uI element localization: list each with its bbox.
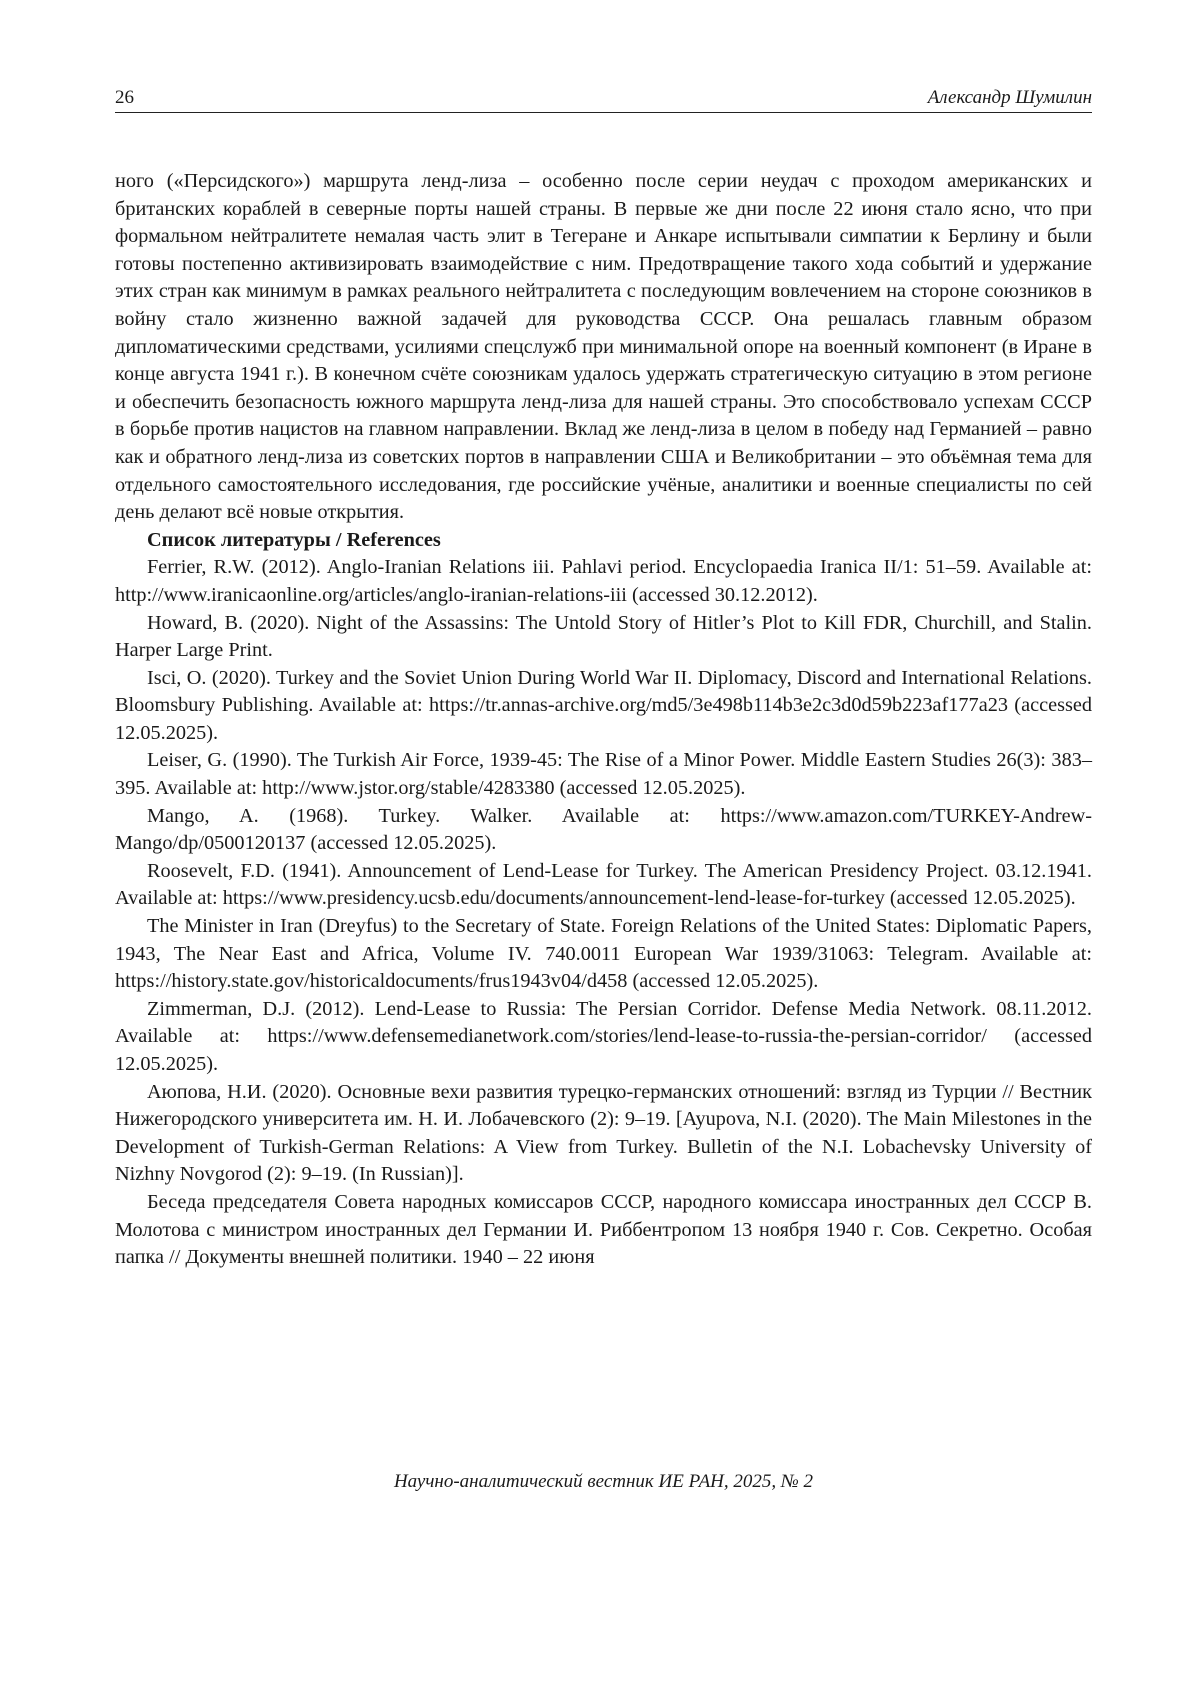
reference-item: Беседа председателя Совета народных комиссаров СССР, народного комиссара иностранных дел СССР В. Молотова с министром иностранных дел Германии И. Риббентропом 13 ноября 1940 г. Сов. Секретно. Особая папка // Документы внешней политики. 1940 – 22 июня [115, 1190, 1092, 1269]
journal-footer: Научно-аналитический вестник ИЕ РАН, 2025, № 2 [393, 1471, 814, 1492]
reference-list [115, 554, 1092, 1271]
reference-item: Roosevelt, F.D. (1941). Announcement of Lend-Lease for Turkey. The American Presidency Project. 03.12.1941. Available at: https://www.presidency.ucsb.edu/documents/announcement-lend-lease-for-turkey (accessed 12.05.2025). [115, 859, 1092, 910]
running-author: Александр Шумилин [927, 87, 1092, 108]
reference-item: Mango, A. (1968). Turkey. Walker. Available at: https://www.amazon.com/TURKEY-Andrew-Mango/dp/0500120137 (accessed 12.05.2025). [115, 804, 1092, 855]
reference-item: Leiser, G. (1990). The Turkish Air Force, 1939-45: The Rise of a Minor Power. Middle Eastern Studies 26(3): 383–395. Available at: http://www.jstor.org/stable/4283380 (accessed 12.05.2025). [115, 749, 1092, 800]
reference-item: Howard, B. (2020). Night of the Assassins: The Untold Story of Hitler’s Plot to Kill FDR, Churchill, and Stalin. Harper Large Print. [115, 611, 1092, 662]
reference-item: The Minister in Iran (Dreyfus) to the Secretary of State. Foreign Relations of the United States: Diplomatic Papers, 1943, The Near East and Africa, Volume IV. 740.0011 European War 1939/31063: Telegram. Available at: https://history.state.gov/historicaldocuments/frus1943v04/d458 (accessed 12.05.2025). [115, 915, 1092, 993]
running-header [115, 86, 1092, 113]
reference-item: Zimmerman, D.J. (2012). Lend-Lease to Russia: The Persian Corridor. Defense Media Network. 08.11.2012. Available at: https://www.defensemedianetwork.com/stories/lend-lease-to-russia-the-persian-corridor/ (accessed 12.05.2025). [115, 997, 1092, 1075]
reference-item: Ferrier, R.W. (2012). Anglo-Iranian Relations iii. Pahlavi period. Encyclopaedia Iranica II/1: 51–59. Available at: http://www.iranicaonline.org/articles/anglo-iranian-relations-iii (accessed 30.12.2012). [115, 556, 1092, 606]
page-number: 26 [115, 87, 134, 108]
main-text [115, 168, 1092, 1272]
body-paragraph: ного («Персидского») маршрута ленд-лиза – особенно после серии неудач с проходом американских и британских кораблей в северные порты нашей страны. В первые же дни после 22 июня стало ясно, что при формальном нейтралитете немалая часть элит в Тегеране и Анкаре испытывали симпатии к Берлину и были готовы постепенно активизировать взаимодействие с ним. Предотвращение такого хода событий и удержание этих стран как минимум в рамках реального нейтралитета с последующим вовлечением на стороне союзников в войну стало жизненно важной задачей для руководства СССР. Она решалась главным образом дипломатическими средствами, усилиями спецслужб при минимальной опоре на военный компонент (в Иране в конце августа 1941 г.). В конечном счёте союзникам удалось удержать стратегическую ситуацию в этом регионе и обеспечить безопасность южного маршрута ленд-лиза для нашей страны. Это способствовало успехам СССР в борьбе против нацистов на главном направлении. Вклад же ленд-лиза в целом в победу над Германией – равно как и обратного ленд-лиза из советских портов в направлении США и Великобритании – это объёмная тема для отдельного самостоятельного исследования, где российские учёные, аналитики и военные специалисты по сей день делают всё новые открытия. [115, 170, 1092, 524]
references-heading: Список литературы / References [147, 528, 441, 551]
reference-item: Isci, O. (2020). Turkey and the Soviet Union During World War II. Diplomacy, Discord and International Relations. Bloomsbury Publishing. Available at: https://tr.annas-archive.org/md5/3e498b114b3e2c3d0d59b223af177a23 (accessed 12.05.2025). [115, 666, 1092, 744]
reference-item: Аюпова, Н.И. (2020). Основные вехи развития турецко-германских отношений: взгляд из Турции // Вестник Нижегородского университета им. Н. И. Лобачевского (2): 9–19. [Ayupova, N.I. (2020). The Main Milestones in the Development of Turkish-German Relations: A View from Turkey. Bulletin of the N.I. Lobachevsky University of Nizhny Novgorod (2): 9–19. (In Russian)]. [115, 1080, 1092, 1186]
